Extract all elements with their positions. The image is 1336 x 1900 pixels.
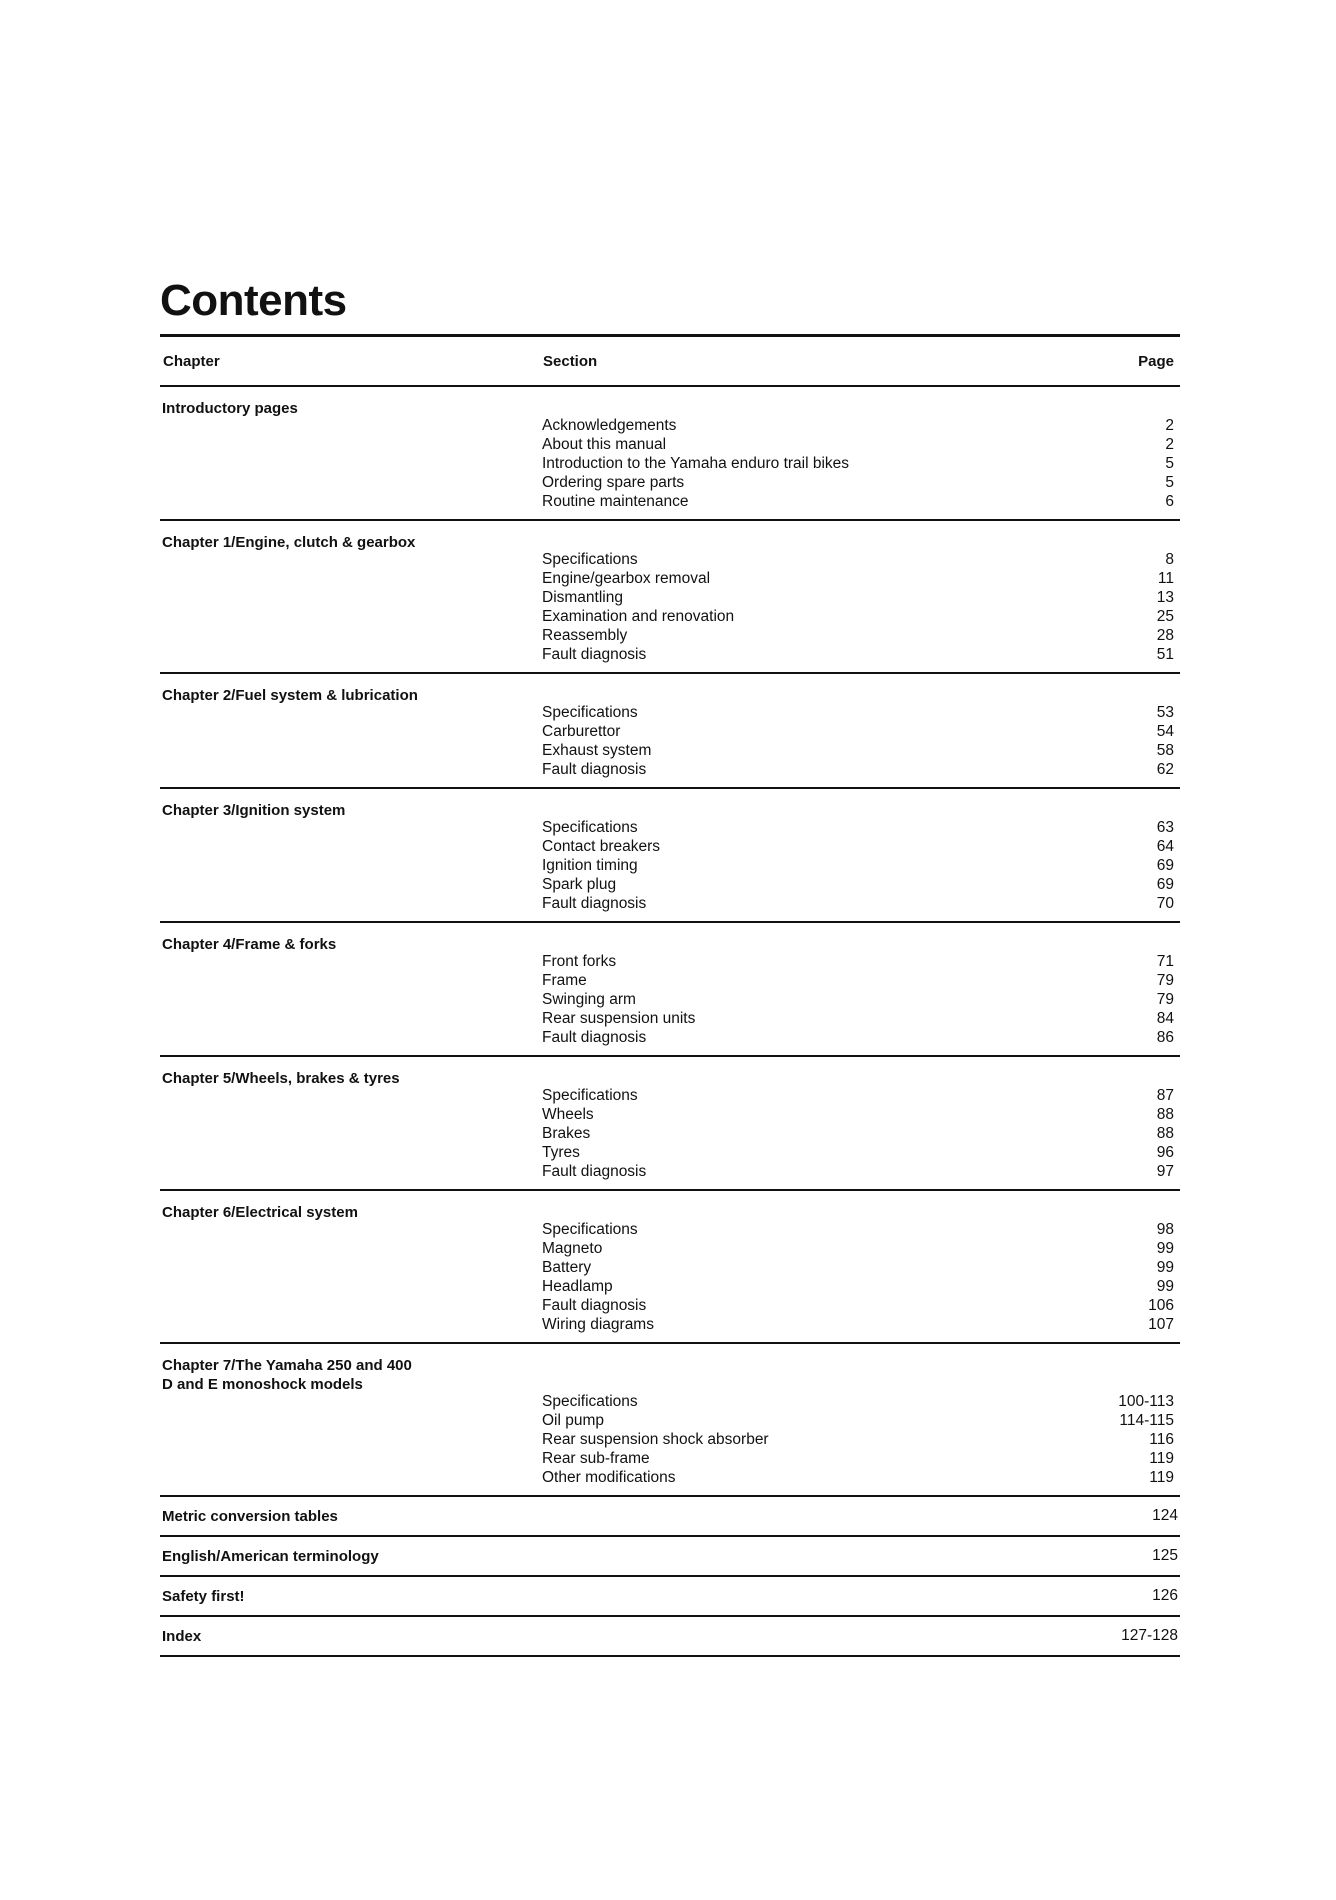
section-name: Brakes (542, 1125, 591, 1142)
section-name: Spark plug (542, 876, 617, 893)
appendix-title: English/American terminology (162, 1547, 379, 1565)
header-chapter: Chapter (163, 352, 220, 370)
appendix-entry (160, 1497, 1180, 1535)
page-number: 13 (1156, 589, 1174, 606)
section-entry (542, 473, 1180, 492)
chapter-block (160, 923, 1180, 1055)
page-number: 62 (1156, 761, 1174, 778)
section-entry (542, 1124, 1180, 1143)
section-entry (542, 435, 1180, 454)
page-number: 63 (1156, 819, 1174, 836)
page-number: 107 (1148, 1316, 1174, 1333)
appendix-title: Index (162, 1627, 202, 1645)
page-number: 84 (1156, 1010, 1174, 1027)
section-entry (542, 837, 1180, 856)
chapter-title: Chapter 5/Wheels, brakes & tyres (162, 1070, 400, 1087)
section-name: Fault diagnosis (542, 646, 647, 663)
section-entry (542, 588, 1180, 607)
section-name: Frame (542, 972, 587, 989)
section-name: Swinging arm (542, 991, 636, 1008)
page-number: 5 (1165, 474, 1174, 491)
page-number: 119 (1149, 1450, 1174, 1467)
section-name: Tyres (542, 1144, 580, 1161)
chapter-block (160, 387, 1180, 519)
page-number: 70 (1156, 895, 1174, 912)
page-number: 119 (1149, 1469, 1174, 1486)
section-name: Rear suspension shock absorber (542, 1431, 769, 1448)
section-entry (542, 1009, 1180, 1028)
appendix-entry (160, 1577, 1180, 1615)
page-number: 126 (1152, 1587, 1178, 1604)
section-entry (542, 645, 1180, 664)
appendix-rule (160, 1655, 1180, 1657)
page-number: 99 (1156, 1259, 1174, 1276)
page-number: 125 (1152, 1547, 1178, 1564)
chapter-title: Chapter 2/Fuel system & lubrication (162, 687, 418, 704)
section-name: Fault diagnosis (542, 1029, 647, 1046)
page-number: 86 (1156, 1029, 1174, 1046)
section-entry (542, 492, 1180, 511)
section-name: Specifications (542, 551, 638, 568)
chapter-title: Chapter 3/Ignition system (162, 802, 346, 819)
section-entry (542, 1296, 1180, 1315)
section-entry (542, 1449, 1180, 1468)
page-number: 88 (1156, 1106, 1174, 1123)
section-name: Engine/gearbox removal (542, 570, 711, 587)
page-number: 127-128 (1121, 1627, 1178, 1644)
chapter-title: Chapter 6/Electrical system (162, 1204, 358, 1221)
section-name: Rear sub-frame (542, 1450, 650, 1467)
page-number: 25 (1156, 608, 1174, 625)
page-number: 2 (1165, 436, 1174, 453)
section-name: Wheels (542, 1106, 594, 1123)
section-name: Battery (542, 1259, 592, 1276)
section-list (542, 416, 1180, 511)
section-entry (542, 1220, 1180, 1239)
page-number: 71 (1156, 953, 1174, 970)
section-entry (542, 1105, 1180, 1124)
section-entry (542, 703, 1180, 722)
chapter-block (160, 1191, 1180, 1342)
chapter-title: Chapter 1/Engine, clutch & gearbox (162, 534, 416, 551)
section-entry (542, 971, 1180, 990)
page-number: 88 (1156, 1125, 1174, 1142)
section-list (542, 703, 1180, 779)
appendix-entry (160, 1537, 1180, 1575)
section-name: Other modifications (542, 1469, 676, 1486)
page-number: 2 (1165, 417, 1174, 434)
chapter-block (160, 789, 1180, 921)
chapter-title: Chapter 4/Frame & forks (162, 936, 337, 953)
page-number: 58 (1156, 742, 1174, 759)
page-number: 79 (1156, 991, 1174, 1008)
section-name: Magneto (542, 1240, 603, 1257)
section-list (542, 952, 1180, 1047)
page-number: 79 (1156, 972, 1174, 989)
page-number: 114-115 (1119, 1412, 1174, 1429)
chapter-block (160, 521, 1180, 672)
section-entry (542, 1162, 1180, 1181)
section-list (542, 1220, 1180, 1334)
section-entry (542, 1315, 1180, 1334)
appendix-title: Safety first! (162, 1587, 245, 1605)
section-name: Wiring diagrams (542, 1316, 654, 1333)
page-number: 106 (1148, 1297, 1174, 1314)
section-entry (542, 741, 1180, 760)
section-name: Fault diagnosis (542, 895, 647, 912)
section-list (542, 1086, 1180, 1181)
section-entry (542, 875, 1180, 894)
chapter-list (160, 387, 1180, 1497)
chapter-block (160, 1057, 1180, 1189)
section-name: Oil pump (542, 1412, 605, 1429)
appendix-title: Metric conversion tables (162, 1507, 338, 1525)
section-entry (542, 722, 1180, 741)
section-name: Specifications (542, 1087, 638, 1104)
page-number: 87 (1156, 1087, 1174, 1104)
column-headers (160, 337, 1180, 385)
page-number: 5 (1165, 455, 1174, 472)
section-name: About this manual (542, 436, 667, 453)
section-name: Specifications (542, 819, 638, 836)
page-number: 99 (1156, 1278, 1174, 1295)
section-entry (542, 856, 1180, 875)
chapter-block (160, 1344, 1180, 1495)
chapter-title: Introductory pages (162, 400, 298, 417)
section-entry (542, 1239, 1180, 1258)
section-name: Rear suspension units (542, 1010, 696, 1027)
section-name: Specifications (542, 1393, 638, 1410)
section-entry (542, 1430, 1180, 1449)
section-entry (542, 1143, 1180, 1162)
section-name: Fault diagnosis (542, 761, 647, 778)
section-entry (542, 894, 1180, 913)
section-name: Fault diagnosis (542, 1163, 647, 1180)
section-name: Reassembly (542, 627, 628, 644)
section-entry (542, 990, 1180, 1009)
page-number: 6 (1165, 493, 1174, 510)
page-number: 8 (1165, 551, 1174, 568)
page-number: 69 (1156, 876, 1174, 893)
page-number: 11 (1157, 570, 1174, 587)
section-name: Carburettor (542, 723, 621, 740)
section-name: Routine maintenance (542, 493, 689, 510)
page-number: 97 (1156, 1163, 1174, 1180)
page-number: 96 (1156, 1144, 1174, 1161)
section-name: Exhaust system (542, 742, 652, 759)
chapter-title: Chapter 7/The Yamaha 250 and 400 D and E monoshock models (162, 1357, 412, 1393)
section-entry (542, 1277, 1180, 1296)
page-number: 51 (1156, 646, 1174, 663)
section-entry (542, 1258, 1180, 1277)
header-page: Page (1138, 352, 1174, 370)
section-entry (542, 607, 1180, 626)
section-list (542, 1392, 1180, 1487)
section-entry (542, 626, 1180, 645)
section-entry (542, 550, 1180, 569)
contents-page (160, 276, 1180, 1657)
section-entry (542, 1468, 1180, 1487)
section-name: Specifications (542, 1221, 638, 1238)
section-list (542, 550, 1180, 664)
section-name: Ordering spare parts (542, 474, 685, 491)
chapter-block (160, 674, 1180, 787)
section-entry (542, 1411, 1180, 1430)
page-number: 28 (1156, 627, 1174, 644)
page-number: 53 (1156, 704, 1174, 721)
page-number: 98 (1156, 1221, 1174, 1238)
header-section: Section (543, 352, 598, 370)
section-name: Fault diagnosis (542, 1297, 647, 1314)
page-number: 116 (1149, 1431, 1174, 1448)
section-entry (542, 1028, 1180, 1047)
page-number: 99 (1156, 1240, 1174, 1257)
section-name: Ignition timing (542, 857, 638, 874)
page-number: 100-113 (1118, 1393, 1174, 1410)
section-name: Headlamp (542, 1278, 613, 1295)
appendix-entry (160, 1617, 1180, 1655)
section-entry (542, 416, 1180, 435)
section-name: Specifications (542, 704, 638, 721)
page-number: 69 (1156, 857, 1174, 874)
section-entry (542, 1392, 1180, 1411)
section-list (542, 818, 1180, 913)
section-entry (542, 952, 1180, 971)
section-name: Contact breakers (542, 838, 661, 855)
appendix-list (160, 1497, 1180, 1657)
section-name: Acknowledgements (542, 417, 677, 434)
page-number: 124 (1152, 1507, 1178, 1524)
section-name: Dismantling (542, 589, 623, 606)
section-entry (542, 454, 1180, 473)
page-number: 64 (1156, 838, 1174, 855)
section-name: Front forks (542, 953, 617, 970)
section-entry (542, 569, 1180, 588)
page-number: 54 (1156, 723, 1174, 740)
section-entry (542, 818, 1180, 837)
page-title: Contents (160, 276, 347, 325)
section-entry (542, 760, 1180, 779)
section-name: Introduction to the Yamaha enduro trail bikes (542, 455, 850, 472)
section-name: Examination and renovation (542, 608, 735, 625)
section-entry (542, 1086, 1180, 1105)
